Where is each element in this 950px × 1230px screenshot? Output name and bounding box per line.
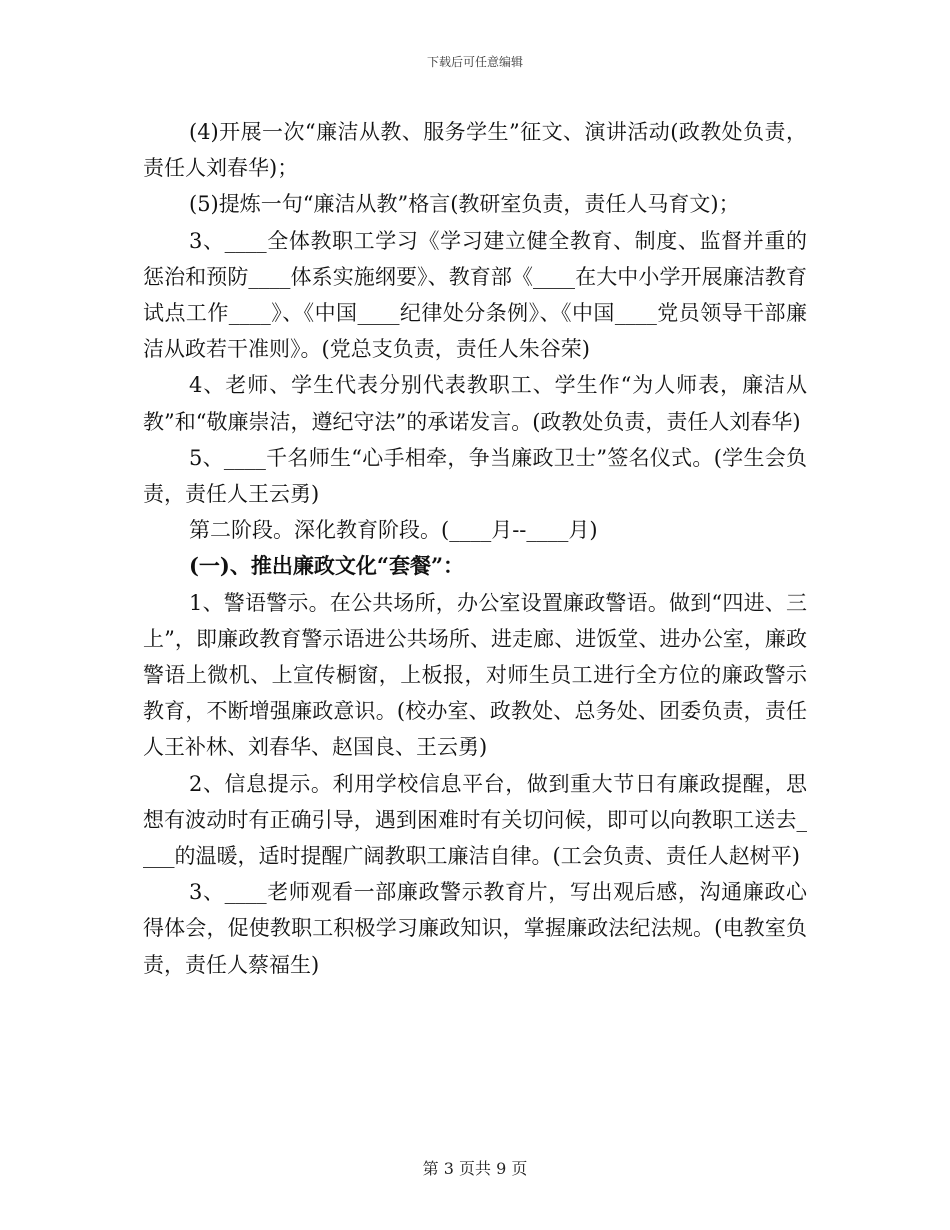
paragraph-warning-film: 3、____老师观看一部廉政警示教育片，写出观后感，沟通廉政心得体会，促使教职工积极学习廉政知识，掌握廉政法纪法规。(电教室负责，责任人蔡福生) xyxy=(143,880,807,977)
page-footer: 第 3 页共 9 页 xyxy=(422,1159,528,1178)
paragraph-pledge-speech: 4、老师、学生代表分别代表教职工、学生作“为人师表，廉洁从教”和“敬廉崇洁，遵纪守法”的承诺发言。(政教处负责，责任人刘春华) xyxy=(143,373,807,434)
stage-two-heading: 第二阶段。深化教育阶段。(____月--____月) xyxy=(189,518,598,543)
paragraph-signing-ceremony: 5、____千名师生“心手相牵，争当廉政卫士”签名仪式。(学生会负责，责任人王云勇) xyxy=(143,445,807,507)
page-header: 下载后可任意编辑 xyxy=(426,55,523,69)
paragraph-info-reminders: 2、信息提示。利用学校信息平台，做到重大节日有廉政提醒，思想有波动时有正确引导，遇到困难时有关切问候，即可以向教职工送去____的温暖，适时提醒广阔教职工廉洁自律。(工会负责、责任人赵树平) xyxy=(143,771,807,869)
paragraph-warning-slogans: 1、警语警示。在公共场所，办公室设置廉政警语。做到“四进、三上”，即廉政教育警示语进公共场所、进走廊、进饭堂、进办公室，廉政警语上微机、上宣传橱窗，上板报，对师生员工进行全方位的廉政警示教育，不断增强廉政意识。(校办室、政教处、总务处、团委负责，责任人王补林、刘春华、赵国良、王云勇) xyxy=(143,590,807,760)
section-heading-culture-package: (一)、推出廉政文化“套餐”： xyxy=(189,553,465,579)
paragraph-item-4: (4)开展一次“廉洁从教、服务学生”征文、演讲活动(政教处负责，责任人刘春华)； xyxy=(143,120,807,181)
paragraph-study-documents: 3、____全体教职工学习《学习建立健全教育、制度、监督并重的惩治和预防____体系实施纲要》、教育部《____在大中小学开展廉洁教育试点工作____》、《中国____纪律处分条例》、《中国____党员领导干部廉洁从政若干准则》。(党总支负责，责任人朱谷荣) xyxy=(143,228,807,362)
document-body xyxy=(143,114,807,983)
paragraph-item-5: (5)提炼一句“廉洁从教”格言(教研室负责，责任人马育文)； xyxy=(189,192,740,217)
